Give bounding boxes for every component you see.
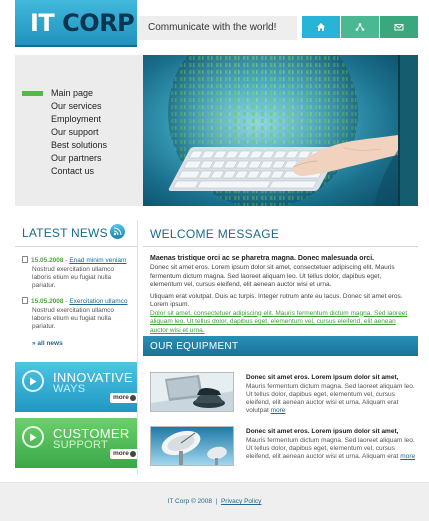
- news-excerpt: Nostrud exercitation ullamco laboris etium eu fugiat nulla pariatur.: [32, 266, 115, 289]
- welcome-paragraph: Donec sit amet eros. Lorem ipsum dolor sit amet, consectetuer adipiscing elit. Mauris fermentum dictum magna. Sed laoreet aliquam leo. Ut tellus dolor, dapibus eget, elementum vel, cursus eleifend, elit aenean auctor wisi et urna.: [150, 264, 395, 288]
- nav-item-best-solutions[interactable]: Best solutions: [51, 140, 108, 150]
- news-item: [22, 297, 130, 331]
- news-separator: -: [65, 298, 68, 305]
- news-date: 15.05.2008: [31, 257, 64, 264]
- equipment-text: [246, 428, 418, 461]
- home-icon: [316, 22, 326, 32]
- equipment-item: [150, 426, 418, 468]
- phone-image: [151, 373, 234, 412]
- equipment-item: [150, 372, 418, 414]
- nav-item-contact-us[interactable]: Contact us: [51, 166, 95, 176]
- document-icon: [22, 256, 28, 263]
- hero-keyboard-illustration: [143, 55, 398, 206]
- equipment-title: OUR EQUIPMENT: [150, 341, 239, 352]
- home-button[interactable]: [302, 16, 340, 38]
- hero-edge: [398, 55, 418, 206]
- equipment-body: Mauris fermentum dictum magna. Sed laoreet aliquam leo. Ut tellus dolor, dapibus eget, elementum vel, cursus eleifend, elit aenean auctor wisi et urna. Aliquam erat: [246, 437, 415, 460]
- equipment-heading: Donec sit amet eros. Lorem ipsum dolor sit amet,: [246, 428, 399, 435]
- welcome-paragraph: Uliquam erat volutpat. Duis ac turpis. Integer rutrum ante eu lacus. Donec sit amet eros. Lorem ipsum.: [150, 292, 403, 308]
- promo-innovative-ways[interactable]: [15, 362, 137, 412]
- nav-item-our-partners[interactable]: Our partners: [51, 153, 102, 163]
- nav-item-our-support[interactable]: Our support: [51, 127, 99, 137]
- play-icon: [22, 370, 44, 392]
- sitemap-button[interactable]: [341, 16, 379, 38]
- arrow-icon: [130, 395, 136, 401]
- news-date-line: [22, 256, 130, 265]
- news-separator: -: [65, 257, 68, 264]
- tagline: Communicate with the world!: [148, 22, 277, 33]
- document-icon: [22, 297, 28, 304]
- latest-news-title: LATEST NEWS: [22, 226, 108, 240]
- logo[interactable]: [15, 0, 137, 47]
- nav-item-employment[interactable]: Employment: [51, 114, 102, 124]
- footer-separator: |: [215, 498, 218, 505]
- equipment-thumbnail-satellite[interactable]: [150, 426, 234, 466]
- logo-text: [30, 9, 134, 37]
- welcome-link[interactable]: Dolor sit amet, consectetuer adipiscing elit. Mauris fermentum dictum magna. Sed laoreet aliquam leo. Ut tellus dolor, dapibus eget, elementum vel, cursus eleifend, elit aenean auctor wisi et urna.: [150, 309, 408, 334]
- rss-icon: [113, 227, 122, 236]
- sitemap-icon: [355, 22, 365, 32]
- satellite-dish-image: [151, 427, 234, 466]
- welcome-lead: Maenas tristique orci ac se pharetra magna. Donec malesuada orci.: [150, 255, 375, 262]
- promo-title: INNOVATIVE: [53, 370, 133, 385]
- welcome-divider: [143, 246, 418, 247]
- equipment-body: Mauris fermentum dictum magna. Sed laoreet aliquam leo. Ut tellus dolor, dapibus eget, elementum vel, cursus eleifend, elit aenean auctor wisi et urna. Aliquam erat volutpat: [246, 383, 415, 414]
- tagline-box: [137, 16, 297, 40]
- arrow-icon: [130, 451, 136, 457]
- equipment-more-link[interactable]: more: [270, 407, 286, 414]
- news-item: [22, 256, 130, 290]
- logo-it: IT: [30, 9, 55, 37]
- welcome-title: WELCOME MESSAGE: [150, 227, 280, 241]
- play-icon: [22, 426, 44, 448]
- news-date: 15.05.2008: [31, 298, 64, 305]
- footer: [0, 482, 429, 521]
- equipment-header: [143, 336, 418, 356]
- news-link[interactable]: Enad minim veniam: [69, 257, 127, 264]
- privacy-policy-link[interactable]: Privacy Policy: [220, 498, 262, 505]
- hero-image: [143, 55, 398, 206]
- welcome-body: [150, 255, 415, 335]
- column-divider: [137, 220, 138, 475]
- news-date-line: [22, 297, 130, 306]
- news-link[interactable]: Exercitation ullamco: [69, 298, 128, 305]
- promo-subtitle: SUPPORT: [53, 439, 109, 451]
- footer-text: [0, 498, 429, 505]
- equipment-heading: Donec sit amet eros. Lorem ipsum dolor sit amet,: [246, 374, 399, 381]
- all-news-link[interactable]: » all news: [32, 340, 63, 347]
- main-navigation: [15, 55, 143, 206]
- promo-more-label: more: [113, 450, 129, 457]
- promo-more-button[interactable]: [110, 449, 138, 459]
- news-divider: [15, 246, 137, 247]
- nav-item-main-page[interactable]: Main page: [15, 87, 107, 100]
- news-icon[interactable]: [110, 224, 125, 239]
- promo-subtitle: WAYS: [53, 383, 86, 395]
- promo-more-button[interactable]: [110, 393, 138, 403]
- equipment-description: [246, 437, 418, 461]
- nav-item-our-services[interactable]: Our services: [51, 101, 102, 111]
- equipment-more-link[interactable]: more: [400, 453, 416, 460]
- nav-list: [15, 87, 107, 178]
- mail-button[interactable]: [380, 16, 418, 38]
- news-excerpt: Nostrud exercitation ullamco laboris etium eu fugiat nulla pariatur.: [32, 307, 115, 330]
- promo-customer-support[interactable]: [15, 418, 137, 468]
- equipment-description: [246, 383, 418, 415]
- promo-title: CUSTOMER: [53, 426, 130, 441]
- promo-more-label: more: [113, 394, 129, 401]
- mail-icon: [394, 22, 404, 32]
- equipment-text: [246, 374, 418, 415]
- logo-corp: CORP: [62, 9, 135, 37]
- equipment-thumbnail-phone[interactable]: [150, 372, 234, 412]
- footer-copyright: IT Corp © 2008: [167, 498, 212, 505]
